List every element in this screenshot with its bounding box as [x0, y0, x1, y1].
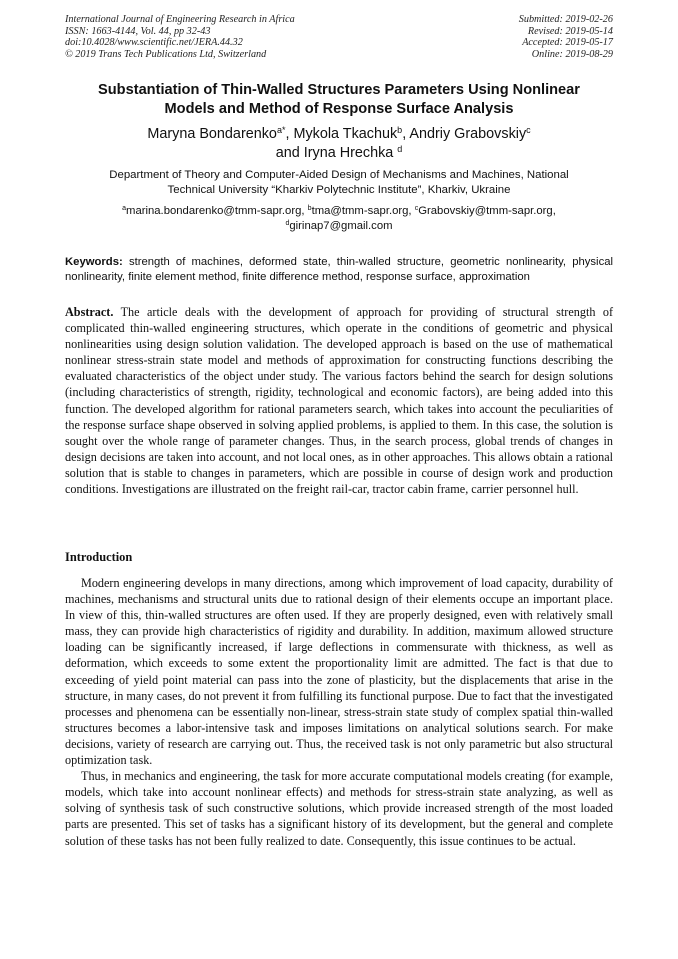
paper-title [60, 81, 618, 119]
email-link[interactable]: tma@tmm-sapr.org, [311, 205, 412, 217]
keywords [65, 255, 613, 285]
title-line-2: Models and Method of Response Surface Analysis [164, 101, 514, 117]
email-mark: d [285, 220, 290, 227]
author-affil-mark: c [526, 125, 531, 135]
dates-header [519, 14, 613, 60]
date-online: Online: 2019-08-29 [531, 48, 613, 60]
journal-issn: ISSN: 1663-4144, Vol. 44, pp 32-43 [65, 25, 211, 37]
author-name: Mykola Tkachuk [293, 126, 398, 142]
affiliation-line-2: Technical University “Kharkiv Polytechnic Institute”, Kharkiv, Ukraine [167, 184, 511, 196]
author-affil-mark: a* [276, 125, 286, 135]
title-line-1: Substantiation of Thin-Walled Structures Parameters Using Nonlinear [98, 82, 580, 98]
intro-paragraph-1: Modern engineering develops in many directions, among which improvement of load capacity, durability of machines, mechanisms and structural units due to rational design of their elements occupe an important place. In view of this, thin-walled structures are often used. If they are properly designed, even with relatively small mass, they can provide high characteristics of rigidity and durability. In addition, maximum allowed structure loading can be significantly increased, if large deflections in commensurate with thickness, as well as deformation, which exceeds to some extent the proportionality limit are admitted. The fact is that due to exceeding of yield point material can pass into the zone of plasticity, but the displacements that arise in the structure, in many cases, do not prevent it from fulfilling its functional purpose. Due to fact that the investigated processes and phenomena can be essentially non-linear, stress-strain state study of complex spatial thin-walled structures becomes a labor-intensive task and imposes limitations on analytical solutions search. For make decisions, variety of research are carrying out. Thus, the received task is not only parametric but also structural optimization task. [65, 576, 613, 768]
author-emails [60, 204, 618, 234]
date-revised: Revised: 2019-05-14 [527, 25, 613, 37]
keywords-text: strength of machines, deformed state, thin-walled structure, geometric nonlinearity, physical nonlinearity, finite element method, finite difference method, response surface, approximation [65, 256, 614, 283]
abstract-text: The article deals with the development of approach for providing of structural strength of complicated thin-walled engineering structures, which operate in the conditions of geometric and physical nonlinearities using design solution validation. The developed approach is based on the use of mathematical nonlinear stress-strain state model and methods of approximation for constructing functions describing the evaluated characteristics of the object under study. The various factors behind the search for design solutions (including characteristics of strength, rigidity, technological and economic factors), are being added into this function. The developed algorithm for rational parameters search, which takes into account the peculiarities of the response surface shape observed in solving applied problems, is applied to them. In this case, the solution is sought over the whole range of parameter changes. Thus, in the search process, global trends of changes in design decisions are taken into account, and not local ones, as in other approaches. This allows obtain a rational solution that is stable to changes in parameters, which are possible in course of design work and production conditions. Investigations are illustrated on the freight rail-car, tractor cabin frame, carrier personnel hull. [65, 305, 614, 497]
journal-copyright: © 2019 Trans Tech Publications Ltd, Switzerland [65, 48, 267, 60]
date-submitted: Submitted: 2019-02-26 [518, 14, 613, 25]
email-mark: a [122, 205, 127, 212]
journal-header [65, 14, 295, 60]
journal-doi: doi:10.4028/www.scientific.net/JERA.44.32 [65, 37, 243, 49]
email-link[interactable]: marina.bondarenko@tmm-sapr.org, [126, 205, 305, 217]
email-link[interactable]: Grabovskiy@tmm-sapr.org, [418, 205, 556, 217]
affiliation [60, 168, 618, 198]
introduction-body [65, 575, 613, 849]
journal-name: International Journal of Engineering Research in Africa [65, 14, 295, 25]
intro-paragraph-2: Thus, in mechanics and engineering, the task for more accurate computational models creating (for example, models, which take into account nonlinear effects) and methods for stress-strain state analyzing, as well as solving of synthesis task of such constructive solutions, which provide increased strength of the most loaded parts are presented. This set of tasks has a significant history of its development, but the general and complete solution of these tasks has not been fully realized to date. Consequently, this issue continues to be actual. [65, 769, 613, 848]
date-accepted: Accepted: 2019-05-17 [522, 37, 613, 49]
abstract [65, 304, 613, 497]
author-name: Andriy Grabovskiy [409, 126, 527, 142]
author-list: Maryna Bondarenko$^{a*}$, Mykola Tkachuk$^b$, Andriy Grabovskiy$^c$ and Iryna Hrechka $^d$ [147, 125, 531, 161]
email-mark: c [414, 205, 419, 212]
email-link[interactable]: girinap7@gmail.com [289, 220, 393, 232]
author-conjunction: and [275, 145, 304, 161]
author-affil-mark: b [397, 125, 403, 135]
abstract-label: Abstract. [65, 305, 114, 319]
email-mark: b [307, 205, 312, 212]
keywords-label: Keywords: [65, 256, 123, 268]
section-heading-introduction: Introduction [65, 550, 133, 564]
affiliation-line-1: Department of Theory and Computer-Aided Design of Mechanisms and Machines, National [109, 169, 569, 181]
author-affil-mark: d [397, 144, 403, 154]
author-name: Maryna Bondarenko [147, 126, 277, 142]
author-name: Iryna Hrechka [303, 145, 394, 161]
